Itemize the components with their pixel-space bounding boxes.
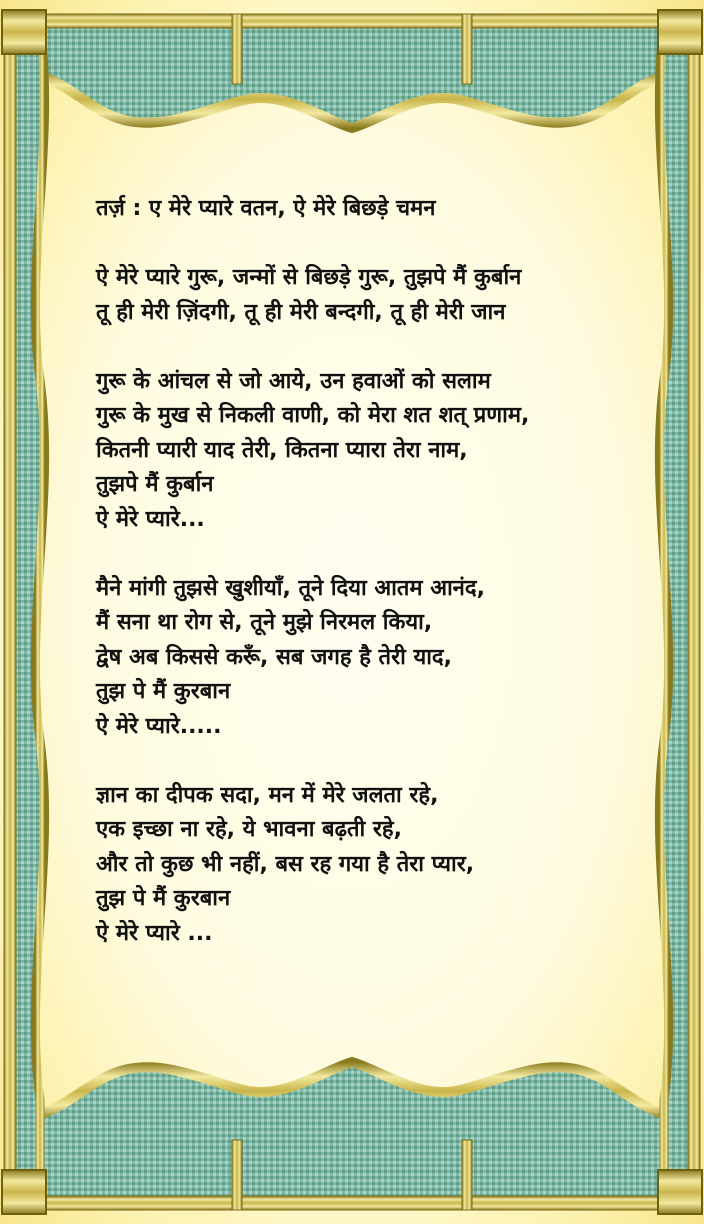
stanza3-line-2: मैं सना था रोग से, तूने मुझे निरमल किया, <box>96 610 433 635</box>
stanza4-line-1: ज्ञान का दीपक सदा, मन में मेरे जलता रहे, <box>96 782 439 808</box>
stanza2-line-3: कितनी प्यारी याद तेरी, कितना प्यारा तेरा नाम, <box>96 437 468 463</box>
stanza2-line-2: गुरू के मुख से निकली वाणी, को मेरा शत शत् प्रणाम, <box>96 403 530 428</box>
stanza3-line-4: तुझ पे मैं कुरबान <box>96 679 231 704</box>
stanza1-line-2: तू ही मेरी ज़िंदगी, तू ही मेरी बन्दगी, तू ही मेरी जान <box>96 299 506 325</box>
stanza4-line-3: और तो कुछ भी नहीं, बस रह गया है तेरा प्यार, <box>96 851 475 877</box>
stanza4-line-2: एक इच्छा ना रहे, ये भावना बढ़ती रहे, <box>96 817 402 842</box>
stanza1-line-1: ऐ मेरे प्यारे गुरू, जन्मों से बिछड़े गुरू, तुझपे मैं कुर्बान <box>96 265 522 290</box>
stanza3-line-5: ऐ मेरे प्यारे..... <box>96 713 222 739</box>
stanza3-line-3: द्वेष अब किससे करूँ, सब जगह है तेरी याद, <box>96 644 452 670</box>
tarz-line: तर्ज़ : ए मेरे प्यारे वतन, ऐ मेरे बिछड़े चमन <box>96 196 436 221</box>
stanza4-line-5: ऐ मेरे प्यारे ... <box>96 920 213 946</box>
poem-text <box>96 192 636 951</box>
stanza2-line-5: ऐ मेरे प्यारे... <box>96 506 205 532</box>
stanza4-line-4: तुझ पे मैं कुरबान <box>96 886 231 911</box>
stanza3-line-1: मैने मांगी तुझसे खुशीयाँ, तूने दिया आतम आनंद, <box>96 575 485 601</box>
stanza2-line-4: तुझपे मैं कुर्बान <box>96 472 214 497</box>
stanza2-line-1: गुरू के आंचल से जो आये, उन हवाओं को सलाम <box>96 368 491 394</box>
